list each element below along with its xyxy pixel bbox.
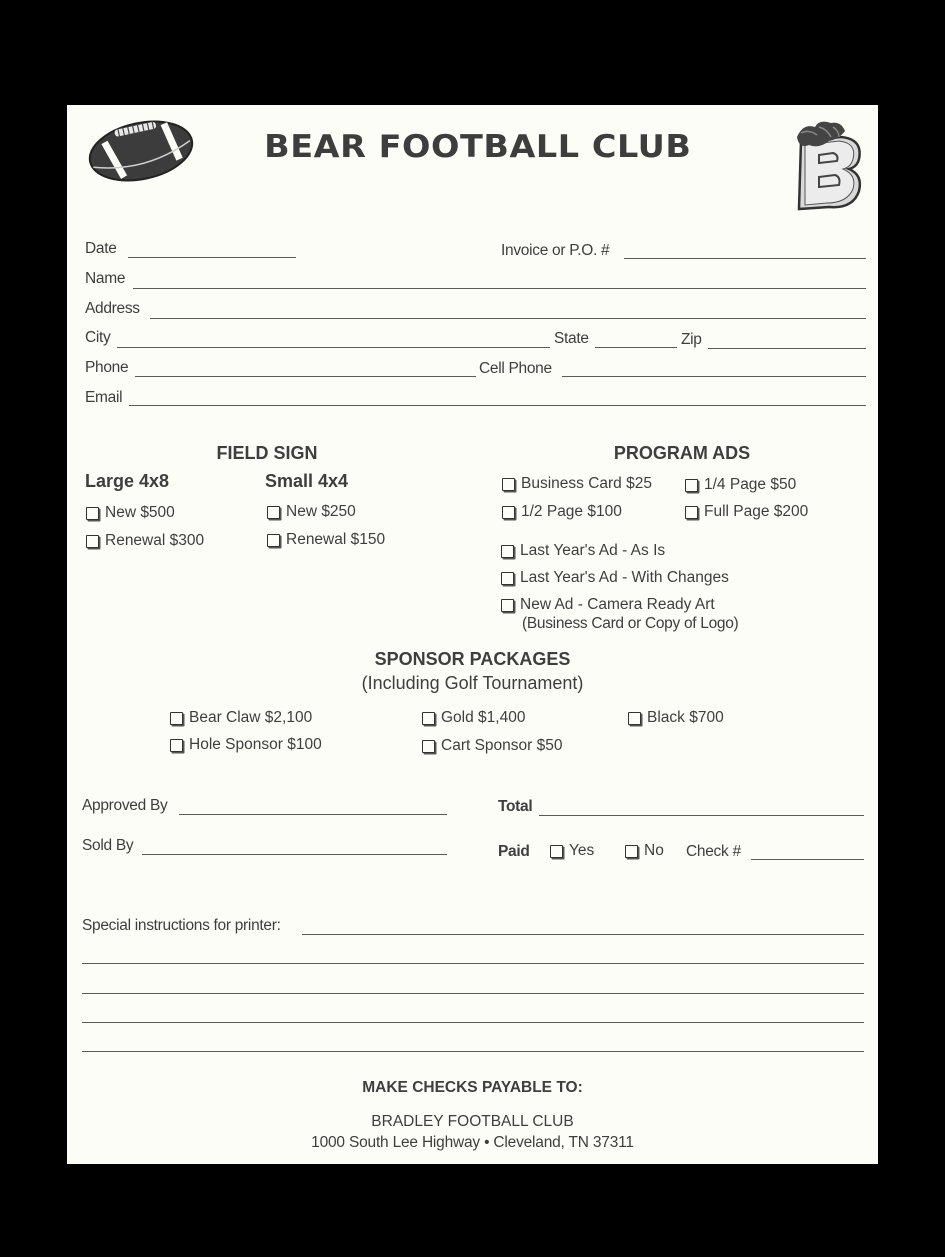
address-label: Address <box>85 300 140 317</box>
payable-to-heading: MAKE CHECKS PAYABLE TO: <box>362 1079 583 1096</box>
phone-field[interactable] <box>135 376 476 377</box>
printer-instructions-line-1[interactable] <box>302 934 864 935</box>
phone-label: Phone <box>85 359 129 376</box>
payee-address: 1000 South Lee Highway • Cleveland, TN 37311 <box>311 1134 634 1151</box>
quarter-page-option[interactable]: 1/4 Page $50 <box>685 476 796 494</box>
total-field[interactable] <box>539 815 864 816</box>
sold-by-label: Sold By <box>82 837 134 854</box>
large-new-option[interactable]: New $500 <box>86 504 175 522</box>
order-form-page <box>67 105 878 1164</box>
checkbox[interactable] <box>86 535 99 548</box>
city-label: City <box>85 329 111 346</box>
field-sign-heading: FIELD SIGN <box>216 443 318 463</box>
small-new-option[interactable]: New $250 <box>267 503 356 521</box>
email-label: Email <box>85 389 123 406</box>
address-field[interactable] <box>150 318 866 319</box>
checkbox[interactable] <box>170 739 183 752</box>
payee-name: BRADLEY FOOTBALL CLUB <box>371 1113 574 1130</box>
sponsor-packages-subheading: (Including Golf Tournament) <box>361 673 584 693</box>
paid-label: Paid <box>498 843 530 860</box>
checkbox[interactable] <box>86 507 99 520</box>
zip-label: Zip <box>681 331 702 348</box>
invoice-label: Invoice or P.O. # <box>501 242 610 259</box>
check-number-label: Check # <box>686 843 741 860</box>
city-field[interactable] <box>117 347 550 348</box>
name-label: Name <box>85 270 126 287</box>
sponsor-packages-heading: SPONSOR PACKAGES <box>374 649 571 669</box>
zip-field[interactable] <box>708 348 866 349</box>
last-year-as-is-option[interactable]: Last Year's Ad - As Is <box>501 542 665 560</box>
approved-by-label: Approved By <box>82 797 168 814</box>
checkbox[interactable] <box>267 534 280 547</box>
checkbox[interactable] <box>685 506 698 519</box>
checkbox[interactable] <box>267 506 280 519</box>
check-number-field[interactable] <box>751 859 864 860</box>
last-year-changes-option[interactable]: Last Year's Ad - With Changes <box>501 569 729 587</box>
checkbox[interactable] <box>502 478 515 491</box>
black-option[interactable]: Black $700 <box>628 709 724 727</box>
bear-claw-b-logo <box>789 119 867 211</box>
state-field[interactable] <box>595 347 677 348</box>
printer-instructions-line-5[interactable] <box>82 1051 864 1052</box>
printer-instructions-label: Special instructions for printer: <box>82 917 281 934</box>
printer-instructions-line-4[interactable] <box>82 1022 864 1023</box>
small-sign-label: Small 4x4 <box>265 471 349 491</box>
checkbox[interactable] <box>501 572 514 585</box>
gold-option[interactable]: Gold $1,400 <box>422 709 525 727</box>
large-renewal-option[interactable]: Renewal $300 <box>86 532 204 550</box>
checkbox[interactable] <box>170 712 183 725</box>
small-renewal-option[interactable]: Renewal $150 <box>267 531 385 549</box>
paid-no-option[interactable]: No <box>625 842 664 860</box>
printer-instructions-line-2[interactable] <box>82 963 864 964</box>
checkbox[interactable] <box>625 845 638 858</box>
checkbox[interactable] <box>685 479 698 492</box>
checkbox[interactable] <box>628 712 641 725</box>
checkbox[interactable] <box>501 545 514 558</box>
checkbox[interactable] <box>502 506 515 519</box>
bear-claw-option[interactable]: Bear Claw $2,100 <box>170 709 312 727</box>
large-sign-label: Large 4x8 <box>85 471 170 491</box>
sold-by-field[interactable] <box>142 854 447 855</box>
checkbox[interactable] <box>422 712 435 725</box>
half-page-option[interactable]: 1/2 Page $100 <box>502 503 622 521</box>
invoice-field[interactable] <box>624 258 866 259</box>
state-label: State <box>554 330 589 347</box>
printer-instructions-line-3[interactable] <box>82 993 864 994</box>
cell-phone-field[interactable] <box>562 376 866 377</box>
program-ads-heading: PROGRAM ADS <box>613 443 751 463</box>
hole-sponsor-option[interactable]: Hole Sponsor $100 <box>170 736 322 754</box>
cell-phone-label: Cell Phone <box>479 360 552 377</box>
checkbox[interactable] <box>501 599 514 612</box>
email-field[interactable] <box>129 405 866 406</box>
paid-yes-option[interactable]: Yes <box>550 842 594 860</box>
page-title: BEAR FOOTBALL CLUB <box>263 129 692 165</box>
total-label: Total <box>498 798 533 815</box>
approved-by-field[interactable] <box>179 814 447 815</box>
checkbox[interactable] <box>550 845 563 858</box>
new-ad-note: (Business Card or Copy of Logo) <box>522 615 739 632</box>
new-ad-option[interactable]: New Ad - Camera Ready Art <box>501 596 715 614</box>
checkbox[interactable] <box>422 740 435 753</box>
date-label: Date <box>85 240 117 257</box>
date-field[interactable] <box>128 257 296 258</box>
full-page-option[interactable]: Full Page $200 <box>685 503 808 521</box>
cart-sponsor-option[interactable]: Cart Sponsor $50 <box>422 737 563 755</box>
business-card-option[interactable]: Business Card $25 <box>502 475 652 493</box>
name-field[interactable] <box>133 288 866 289</box>
